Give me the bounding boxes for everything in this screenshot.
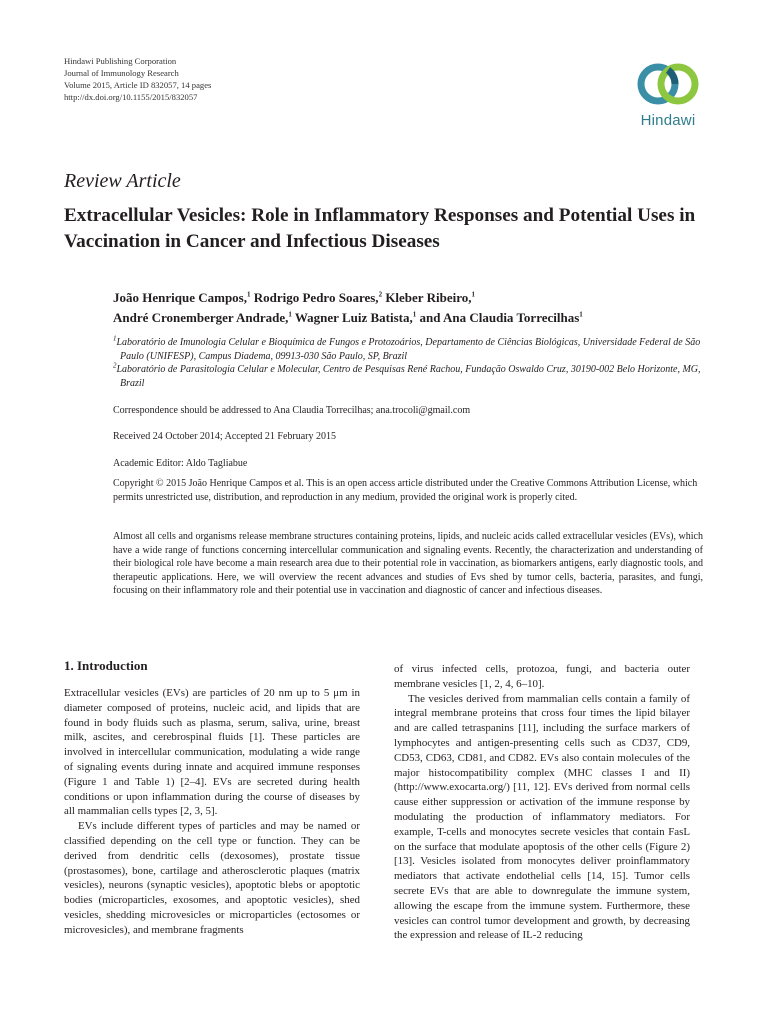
journal-info	[64, 55, 211, 103]
paragraph: The vesicles derived from mammalian cells contain a family of integral membrane proteins that cross four times the lipid bilayer and are called tetraspanins [11], including the surface markers of lymphocytes and antigen-presenting cells such as CD37, CD9, CD53, CD63, CD81, and CD82. EVs also contain molecules of the major histocompatibility complex (MHC classes I and II) (http://www.exocarta.org/) [11, 12]. EVs derived from normal cells cause either suppression or activation of the immune response by modulating the production of inflammatory mediators. For example, T-cells and monocytes secrete vesicles that contain FasL on the surface that modulate apoptosis of the other cells (Figure 2) [13]. Vesicles isolated from monocytes deliver proinflammatory mediators that activate endothelial cells [14, 15]. Tumor cells secrete EVs that are able to downregulate the immune system, allowing the escape from the immune system. Furthermore, these vesicles can control tumor development and growth, by decreasing the expression and release of IL-2 reducing	[394, 692, 690, 942]
paragraph: EVs include different types of particles and may be named or classified depending on the cell type or function. They can be derived from dendritic cells (dexosomes), prostate tissue (prostasomes), bone, cartilage and atherosclerotic plaques (matrix vesicles), neurons (synaptic vesicles), apoptotic blebs or apoptotic bodies (microparticles, exosomes, and apoptotic vesicles), shed vesicles, shedding microvesicles or microparticles (ectosomes or microvesicles), and membrane fragments	[64, 820, 360, 936]
author-name: André Cronemberger Andrade,	[113, 310, 289, 325]
hindawi-logo-text: Hindawi	[640, 112, 696, 129]
author-affiliation-mark: 2	[378, 290, 383, 299]
volume-info: Volume 2015, Article ID 832057, 14 pages	[64, 80, 212, 90]
affiliation-text: Laboratório de Imunologia Celular e Bioquímica de Fungos e Protozoários, Departamento de Ciências Biológicas, Universidade Federal de São Paulo (UNIFESP), Campus Diadema, 09913-030 São Paulo, SP, Brazil	[116, 337, 701, 362]
author-name: and Ana Claudia Torrecilhas	[416, 310, 580, 325]
correspondence: Correspondence should be addressed to Ana Claudia Torrecilhas; ana.trocoli@gmail.com	[113, 405, 471, 416]
doi-link[interactable]: http://dx.doi.org/10.1155/2015/832057	[64, 92, 198, 102]
author-affiliation-mark: 1	[579, 310, 583, 319]
body-column-right	[394, 662, 690, 943]
author-affiliation-mark: 1	[288, 310, 292, 319]
affiliation-item	[113, 363, 713, 390]
affiliations	[113, 336, 713, 390]
received-dates: Received 24 October 2014; Accepted 21 February 2015	[113, 431, 336, 442]
academic-editor: Academic Editor: Aldo Tagliabue	[113, 458, 248, 469]
author-name: Wagner Luiz Batista,	[291, 310, 413, 325]
abstract: Almost all cells and organisms release membrane structures containing proteins, lipids, and nucleic acids called extracellular vesicles (EVs), which have a wide range of functions concerning intercellular communication and signaling events. Recently, the characterization and understanding of their biological role have become a main research area due to their potential role in vaccination, as biomarkers antigens, early diagnostic tools, and therapeutic applications. Here, we will overview the recent advances and studies of Evs shed by tumor cells, bacteria, parasites, and fungi, focusing on their inflammatory role and their potential use in vaccination and diagnostic of cancer and infectious diseases.	[113, 531, 703, 596]
paragraph: Extracellular vesicles (EVs) are particles of 20 nm up to 5 μm in diameter composed of proteins, nucleic acid, and lipids that are found in body fluids such as plasma, serum, saliva, urine, breast milk, ascites, and cerebrospinal fluids [1]. These particles are involved in intercellular communication, modulating a wide range of signaling events during innate and acquired immune responses (Figure 1 and Table 1) [2–4]. EVs are secreted during health conditions or upon inflammation during the course of diseases by all mammalian cells types [2, 3, 5].	[64, 687, 360, 818]
body-column-left	[64, 686, 360, 938]
affiliation-number: 2	[113, 361, 117, 370]
affiliation-number: 1	[113, 334, 117, 343]
article-title: Extracellular Vesicles: Role in Inflammatory Responses and Potential Uses in Vaccination in Cancer and Infectious Diseases	[64, 205, 696, 252]
author-name: João Henrique Campos,	[113, 290, 247, 305]
affiliation-item	[113, 336, 713, 363]
author-affiliation-mark: 1	[246, 290, 251, 299]
author-name: Rodrigo Pedro Soares,	[250, 290, 379, 305]
affiliation-text: Laboratório de Parasitologia Celular e Molecular, Centro de Pesquisas René Rachou, Fundação Oswaldo Cruz, 30190-002 Belo Horizonte, MG, Brazil	[116, 364, 701, 389]
author-affiliation-mark: 1	[412, 310, 417, 319]
copyright-notice: Copyright © 2015 João Henrique Campos et al. This is an open access article distributed under the Creative Commons Attribution License, which permits unrestricted use, distribution, and reproduction in any medium, provided the original work is properly cited.	[113, 478, 698, 503]
paragraph: of virus infected cells, protozoa, fungi, and bacteria outer membrane vesicles [1, 2, 4, 6–10].	[394, 663, 690, 690]
section-heading: 1. Introduction	[64, 658, 148, 673]
author-line-2	[113, 308, 713, 328]
journal-name: Journal of Immunology Research	[64, 68, 179, 78]
hindawi-logo	[630, 58, 706, 129]
author-list	[113, 288, 713, 328]
author-name: Kleber Ribeiro,	[382, 290, 472, 305]
publisher-name: Hindawi Publishing Corporation	[64, 56, 177, 66]
author-affiliation-mark: 1	[471, 290, 475, 299]
hindawi-rings-icon	[636, 58, 700, 110]
article-type: Review Article	[64, 170, 181, 192]
author-line-1	[113, 288, 713, 308]
